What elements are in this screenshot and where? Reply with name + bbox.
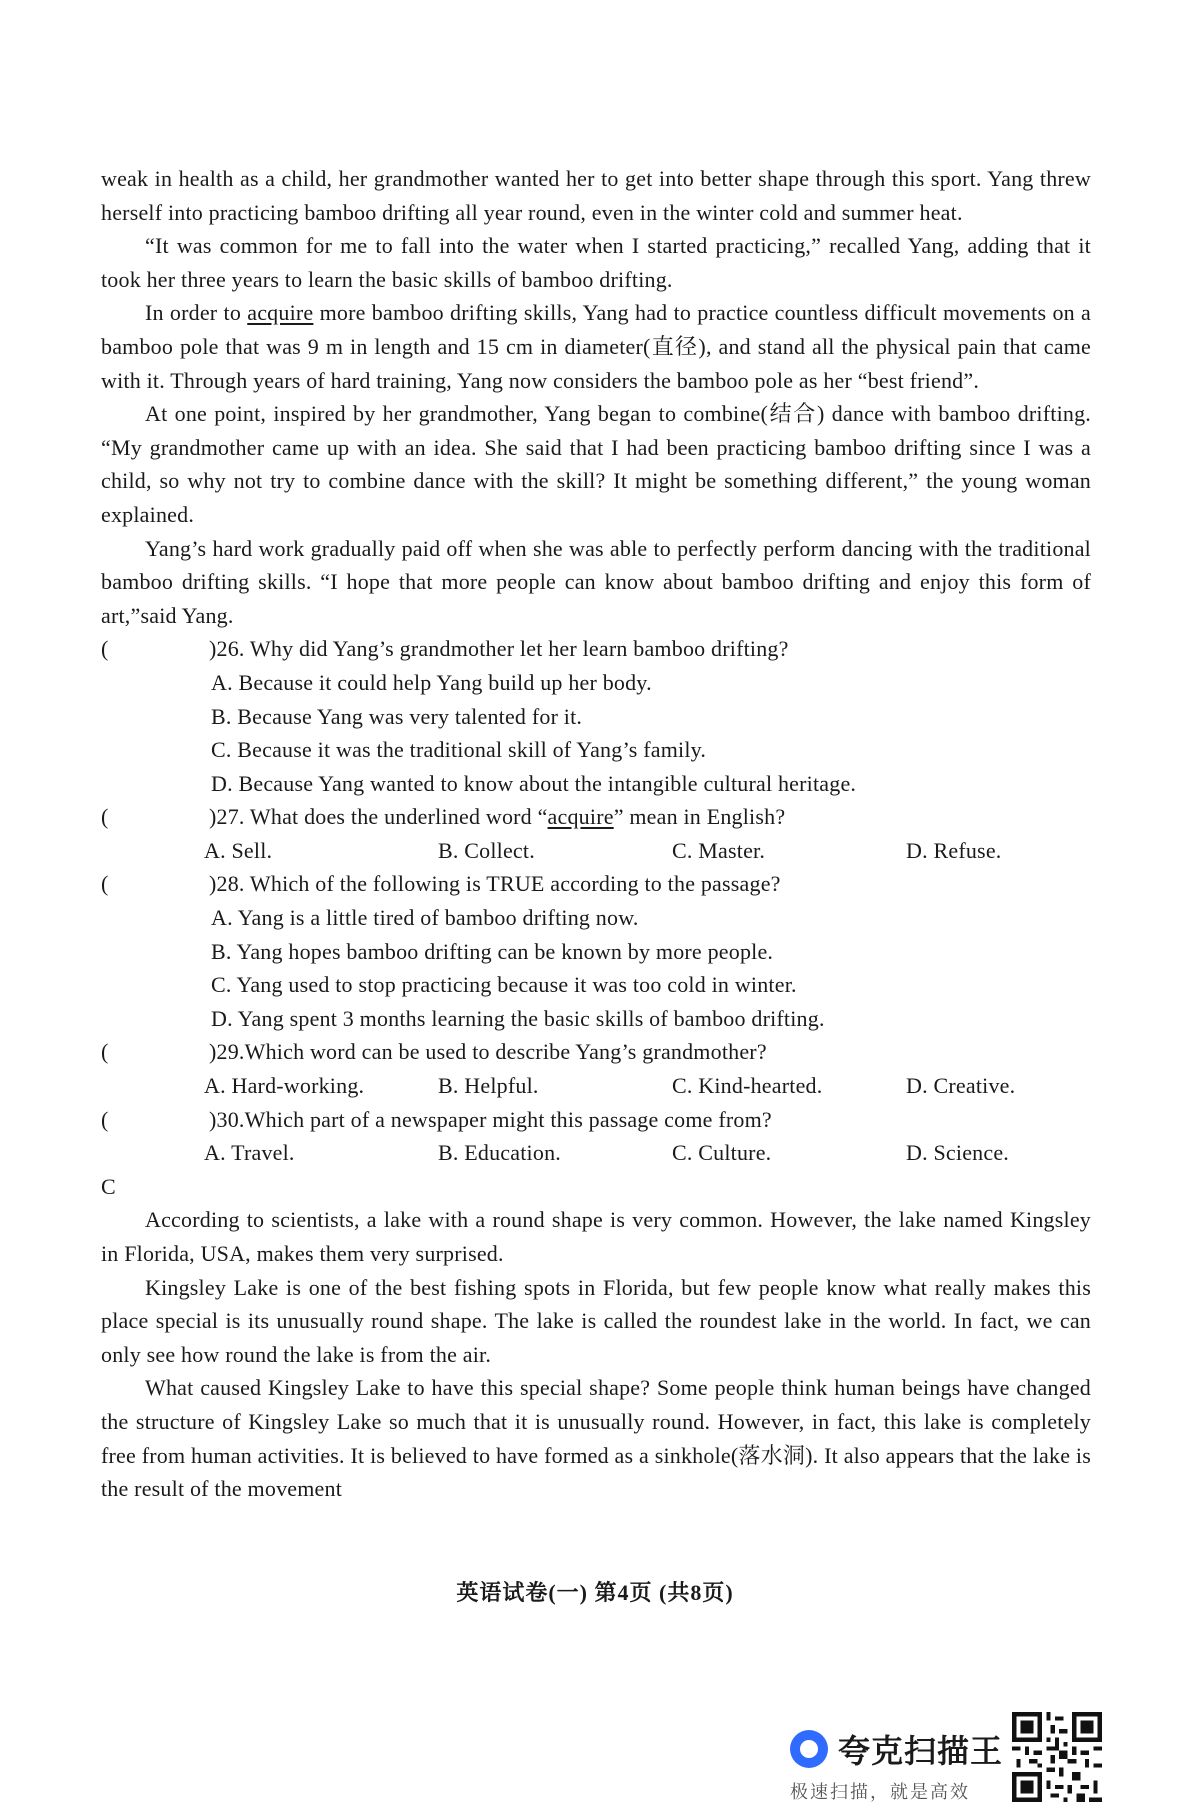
option-a: A. Because it could help Yang build up her body. (211, 669, 652, 695)
question-text: )27. What does the underlined word “ (209, 804, 548, 830)
option-a: A. Yang is a little tired of bamboo drifting now. (211, 905, 639, 931)
options-row (101, 1136, 1091, 1170)
option-d: D. Science. (906, 1140, 1009, 1166)
question-stem (101, 632, 1091, 666)
question-stem (101, 867, 1091, 901)
answer-blank: ( (101, 1106, 109, 1132)
option-c: C. Culture. (672, 1140, 772, 1166)
question-text: )26. Why did Yang’s grandmother let her learn bamboo drifting? (209, 636, 789, 662)
question-stem (101, 1035, 1091, 1069)
question-30 (101, 1103, 1091, 1170)
exam-content (101, 162, 1091, 1506)
option-d: D. Refuse. (906, 837, 1002, 863)
option-d: D. Because Yang wanted to know about the intangible cultural heritage. (211, 770, 857, 796)
answer-blank: ( (101, 636, 109, 662)
option-b: B. Helpful. (438, 1073, 539, 1099)
question-stem (101, 1103, 1091, 1137)
question-29 (101, 1035, 1091, 1102)
passage-b-paragraph-3 (101, 296, 1091, 397)
underlined-word: acquire (247, 300, 314, 326)
option-b: B. Education. (438, 1140, 561, 1166)
options-row (101, 834, 1091, 868)
scanner-watermark (790, 1720, 1020, 1803)
option-b: B. Because Yang was very talented for it. (211, 703, 583, 729)
option-c: C. Kind-hearted. (672, 1073, 823, 1099)
answer-blank: ( (101, 871, 109, 897)
passage-c-paragraph-2: Kingsley Lake is one of the best fishing spots in Florida, but few people know what really makes this place special is its unusually round shape. The lake is called the roundest lake in the world. In fact, we can only see how round the lake is from the air. (101, 1274, 1091, 1367)
question-text: )28. Which of the following is TRUE according to the passage? (209, 871, 781, 897)
option-a: A. Hard-working. (204, 1073, 365, 1099)
paragraph-text: In order to (145, 300, 248, 326)
option-b: B. Collect. (438, 837, 535, 863)
underlined-word: acquire (547, 804, 614, 830)
passage-b-paragraph-4: At one point, inspired by her grandmother, Yang began to combine(结合) dance with bamboo drifting. “My grandmother came up with an idea. She said that I had been practicing bamboo drifting since I was a child, so why not try to combine dance with the skill? It might be something different,” the young woman explained. (101, 401, 1091, 527)
question-28 (101, 867, 1091, 1035)
options-row (101, 1069, 1091, 1103)
brand-slogan: 极速扫描，就是高效 (790, 1782, 970, 1803)
passage-b-paragraph-1: weak in health as a child, her grandmother wanted her to get into better shape through this sport. Yang threw herself into practicing bamboo drifting all year round, even in the winter cold and summer heat. (101, 166, 1091, 225)
option-d: D. Creative. (906, 1073, 1016, 1099)
page-footer: 英语试卷(一) 第4页 (共8页) (456, 1580, 734, 1605)
passage-c-paragraph-1: According to scientists, a lake with a round shape is very common. However, the lake named Kingsley in Florida, USA, makes them very surprised. (101, 1207, 1091, 1266)
option-d: D. Yang spent 3 months learning the basic skills of bamboo drifting. (211, 1005, 825, 1031)
passage-c-paragraph-3: What caused Kingsley Lake to have this special shape? Some people think human beings have changed the structure of Kingsley Lake so much that it is unusually round. However, in fact, this lake is completely free from human activities. It is believed to have formed as a sinkhole(落水洞). It also appears that the lake is the result of the movement (101, 1375, 1091, 1502)
question-text: )30.Which part of a newspaper might this passage come from? (209, 1106, 772, 1132)
question-stem (101, 800, 1091, 834)
question-26 (101, 632, 1091, 800)
option-a: A. Travel. (204, 1140, 295, 1166)
passage-b-paragraph-2: “It was common for me to fall into the water when I started practicing,” recalled Yang, adding that it took her three years to learn the basic skills of bamboo drifting. (101, 233, 1091, 292)
question-text: ” mean in English? (613, 804, 786, 830)
option-c: C. Yang used to stop practicing because it was too cold in winter. (211, 972, 797, 998)
option-b: B. Yang hopes bamboo drifting can be known by more people. (211, 938, 774, 964)
passage-c-heading: C (101, 1173, 116, 1199)
option-c: C. Because it was the traditional skill of Yang’s family. (211, 737, 707, 763)
question-27 (101, 800, 1091, 867)
answer-blank: ( (101, 804, 109, 830)
question-text: )29.Which word can be used to describe Yang’s grandmother? (209, 1039, 767, 1065)
passage-b-paragraph-5: Yang’s hard work gradually paid off when she was able to perfectly perform dancing with the traditional bamboo drifting skills. “I hope that more people can know about bamboo drifting and enjoy this form of art,”said Yang. (101, 535, 1091, 628)
quark-logo-icon (790, 1730, 828, 1768)
paragraph-text: more bamboo drifting skills, Yang had to practice countless difficult movements on a bamboo pole that was 9 m in length and 15 cm in diameter(直径), and stand all the physical pain that came with it. Through years of hard training, Yang now considers the bamboo pole as her “best friend”. (101, 300, 1092, 393)
answer-blank: ( (101, 1039, 109, 1065)
qr-code-icon (1012, 1712, 1102, 1802)
option-a: A. Sell. (204, 837, 273, 863)
option-c: C. Master. (672, 837, 766, 863)
brand-name: 夸克扫描王 (838, 1732, 1004, 1770)
